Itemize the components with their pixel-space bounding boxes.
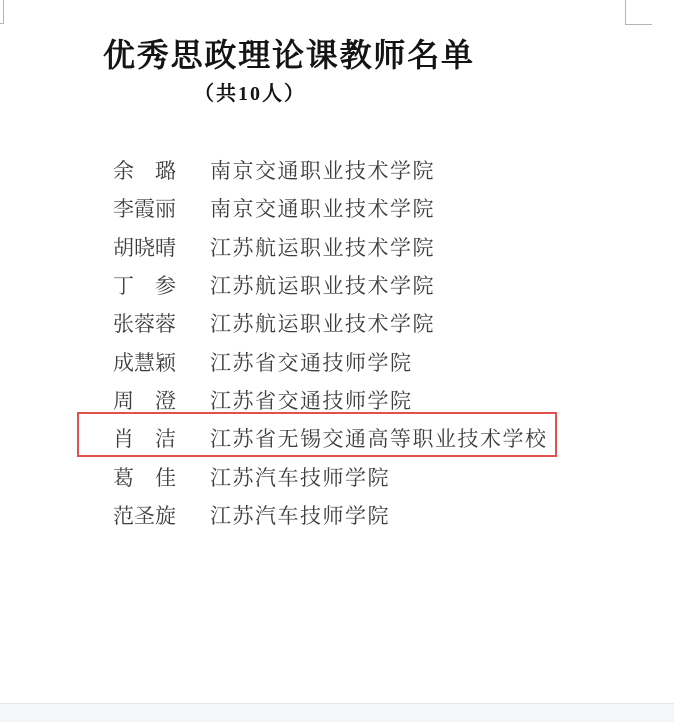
crop-mark-top-right-horizontal bbox=[625, 24, 652, 25]
teacher-name: 成 慧 颖 bbox=[113, 350, 176, 375]
roster-row bbox=[113, 304, 548, 342]
teacher-name: 丁 参 bbox=[113, 274, 176, 299]
roster-row bbox=[113, 266, 548, 304]
teacher-name: 范 圣 旋 bbox=[113, 504, 176, 529]
school-name: 江苏省交通技师学院 bbox=[210, 389, 413, 414]
roster-row bbox=[113, 381, 548, 419]
crop-mark-top-left-horizontal bbox=[0, 23, 4, 24]
roster-list bbox=[113, 151, 548, 534]
school-name: 江苏航运职业技术学院 bbox=[210, 235, 435, 260]
teacher-name: 胡 晓 晴 bbox=[113, 235, 176, 260]
school-name: 江苏航运职业技术学院 bbox=[210, 312, 435, 337]
teacher-name: 周 澄 bbox=[113, 389, 176, 414]
page-subtitle: （共10人） bbox=[194, 83, 306, 105]
teacher-name: 葛 佳 bbox=[113, 465, 176, 490]
roster-row bbox=[113, 151, 548, 189]
teacher-name: 张 蓉 蓉 bbox=[113, 312, 176, 337]
page-title: 优秀思政理论课教师名单 bbox=[103, 37, 475, 73]
roster-row bbox=[113, 189, 548, 227]
teacher-name: 李 霞 丽 bbox=[113, 197, 176, 222]
roster-row bbox=[113, 343, 548, 381]
school-name: 江苏汽车技师学院 bbox=[210, 504, 390, 529]
roster-row bbox=[113, 419, 548, 457]
bottom-status-strip bbox=[0, 703, 674, 722]
school-name: 江苏航运职业技术学院 bbox=[210, 274, 435, 299]
school-name: 江苏汽车技师学院 bbox=[210, 465, 390, 490]
teacher-name: 余 璐 bbox=[113, 159, 176, 184]
teacher-name: 肖 洁 bbox=[113, 427, 176, 452]
crop-mark-top-left-vertical bbox=[3, 0, 4, 23]
crop-mark-top-right-vertical bbox=[625, 0, 626, 24]
school-name: 江苏省无锡交通高等职业技术学校 bbox=[210, 427, 548, 452]
school-name: 南京交通职业技术学院 bbox=[210, 197, 435, 222]
roster-row bbox=[113, 228, 548, 266]
school-name: 南京交通职业技术学院 bbox=[210, 159, 435, 184]
school-name: 江苏省交通技师学院 bbox=[210, 350, 413, 375]
roster-row bbox=[113, 496, 548, 534]
roster-row bbox=[113, 458, 548, 496]
